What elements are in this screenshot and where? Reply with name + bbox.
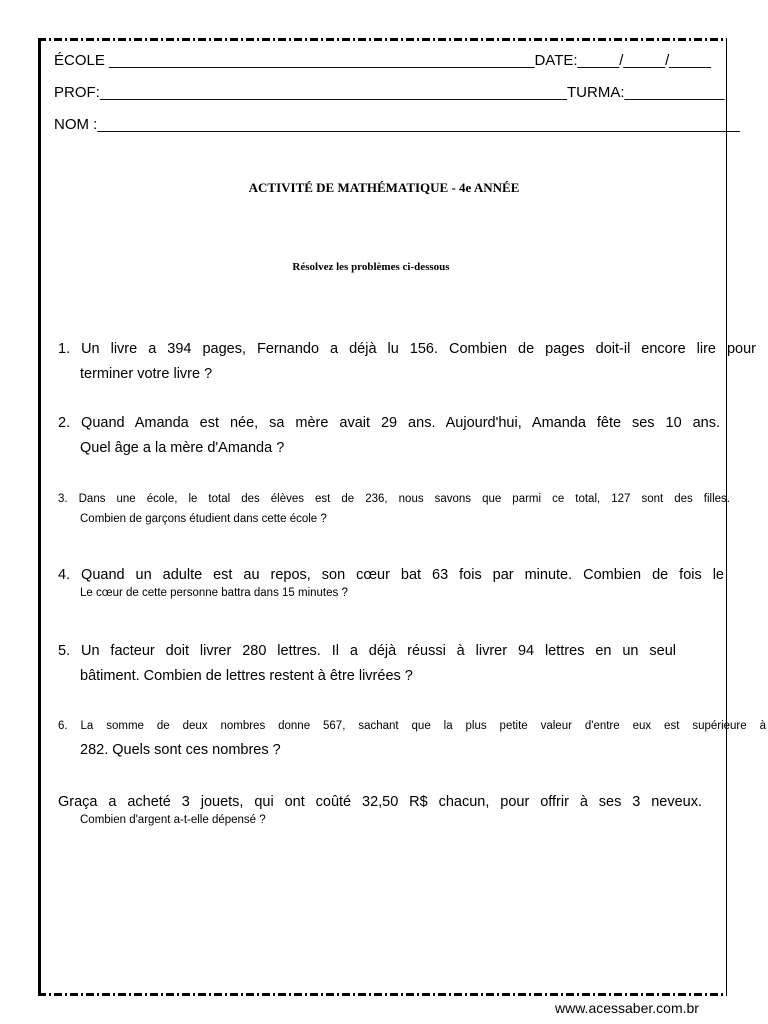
question-5-line2: bâtiment. Combien de lettres restent à être livrées ? (80, 668, 413, 684)
question-4-line1: 4. Quand un adulte est au repos, son cœur bat 63 fois par minute. Combien de fois le (58, 567, 724, 583)
question-1 (58, 340, 756, 383)
question-4 (58, 566, 724, 602)
question-5-line1: 5. Un facteur doit livrer 280 lettres. Il a déjà réussi à livrer 94 lettres en un seul (58, 643, 676, 659)
question-4-line2: Le cœur de cette personne battra dans 15 minutes ? (80, 587, 348, 599)
question-6-line1: 6. La somme de deux nombres donne 567, sachant que la plus petite valeur d'entre eux est supérieure à (58, 720, 766, 732)
question-3 (58, 490, 730, 528)
question-7-line1: Graça a acheté 3 jouets, qui ont coûté 32,50 R$ chacun, pour offrir à ses 3 neveux. (58, 794, 702, 810)
footer-website: www.acessaber.com.br (555, 1000, 699, 1016)
question-1-line1: 1. Un livre a 394 pages, Fernando a déjà lu 156. Combien de pages doit-il encore lire pour (58, 341, 756, 357)
question-7-line2: Combien d'argent a-t-elle dépensé ? (80, 814, 266, 826)
worksheet-title: ACTIVITÉ DE MATHÉMATIQUE - 4e ANNÉE (248, 180, 520, 195)
question-3-line2: Combien de garçons étudient dans cette école ? (80, 513, 327, 525)
question-5 (58, 642, 676, 685)
question-2 (58, 414, 720, 457)
question-7 (58, 793, 702, 829)
worksheet-subtitle: Résolvez les problèmes ci-dessous (292, 261, 450, 273)
question-3-line1: 3. Dans une école, le total des élèves est de 236, nous savons que parmi ce total, 127 sont des filles. (58, 493, 730, 505)
question-6-line2: 282. Quels sont ces nombres ? (80, 742, 281, 758)
header-nom: NOM :_____________________________________________________________________________ (54, 116, 740, 133)
header-ecole-date: ÉCOLE ___________________________________________________DATE:_____/_____/_____ (54, 52, 712, 69)
question-1-line2: terminer votre livre ? (80, 366, 213, 382)
question-6 (58, 717, 766, 759)
question-2-line2: Quel âge a la mère d'Amanda ? (80, 440, 285, 456)
header-prof-turma: PROF:________________________________________________________TURMA:____________ (54, 84, 725, 101)
question-2-line1: 2. Quand Amanda est née, sa mère avait 29 ans. Aujourd'hui, Amanda fête ses 10 ans. (58, 415, 720, 431)
